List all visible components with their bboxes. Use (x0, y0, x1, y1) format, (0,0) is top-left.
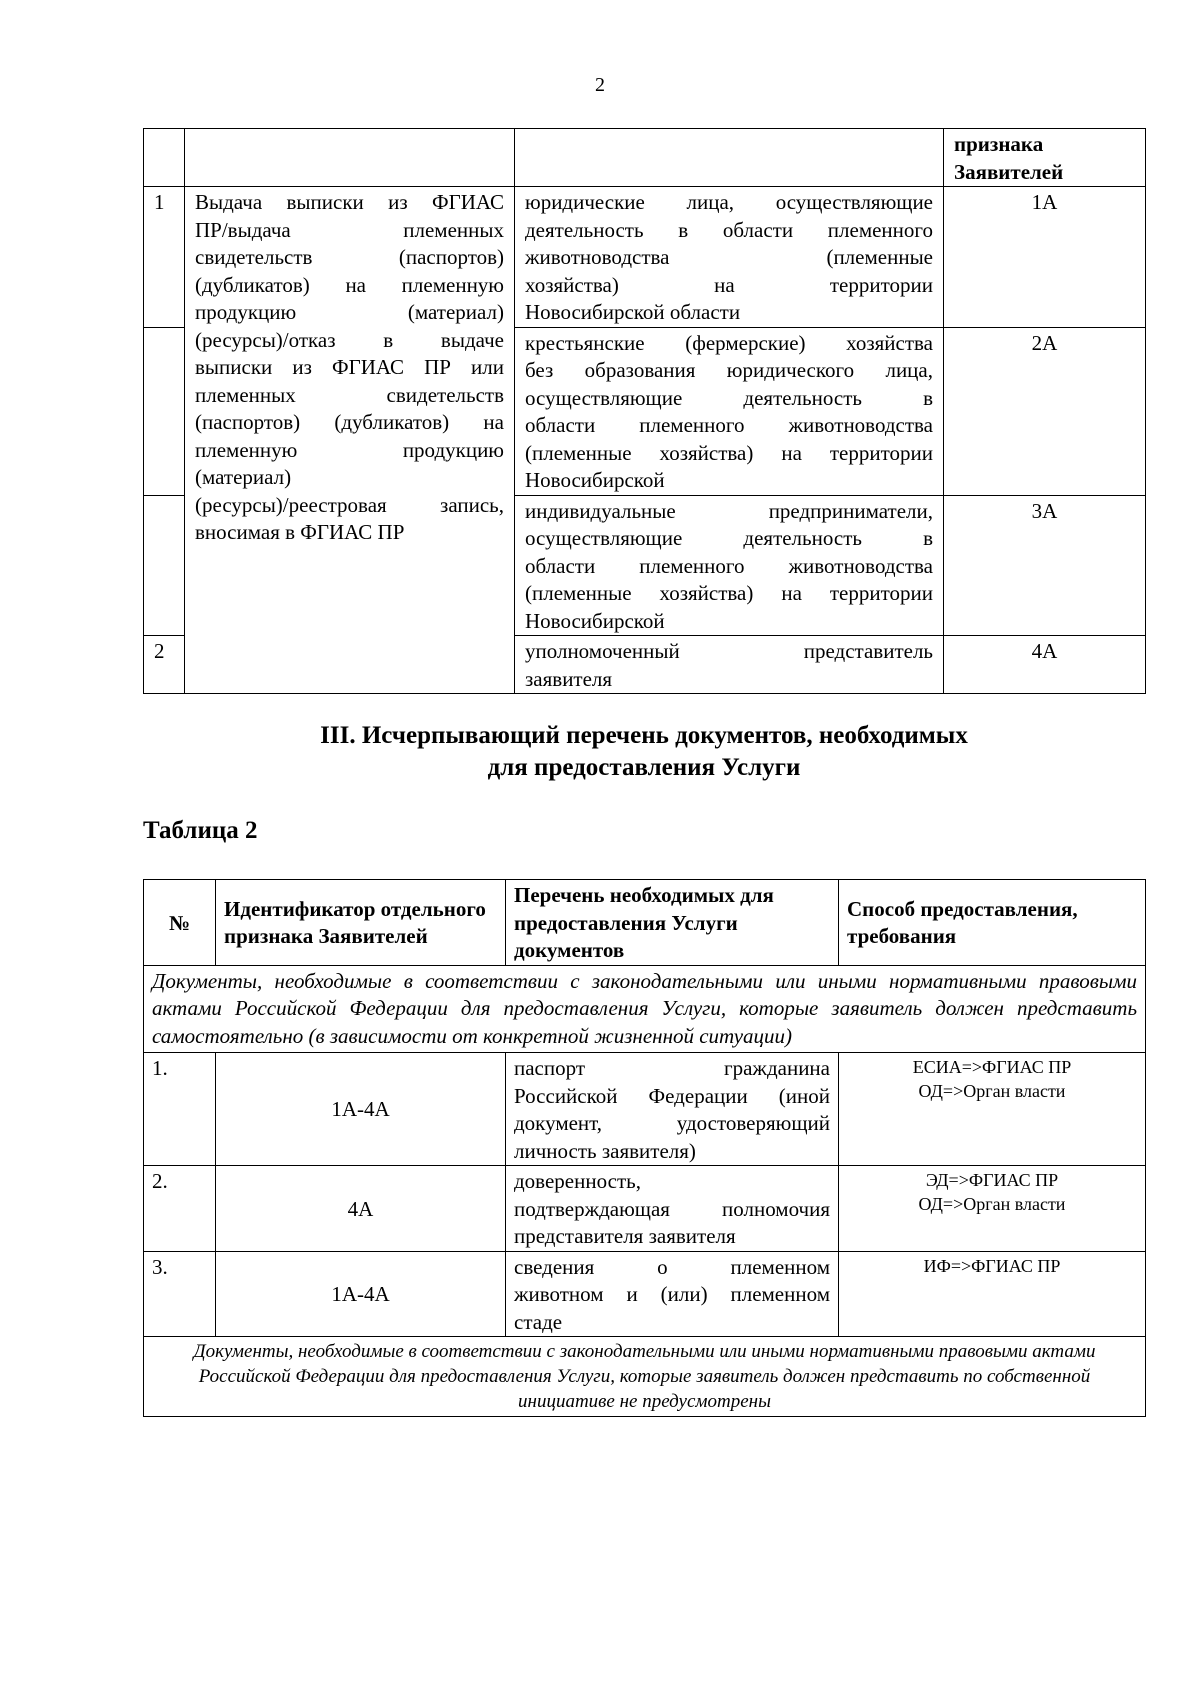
column-header-code: признака Заявителей (944, 129, 1146, 187)
applicant-code: 4А (944, 636, 1146, 694)
applicant-category-cell: индивидуальные предприниматели, осуществляющие деятельность в области племенного животноводства (племенные хозяйства) на территории Новосибирской (515, 495, 944, 636)
table-header-row (144, 880, 1146, 966)
documents-table (143, 879, 1146, 1417)
applicant-identifier: 1А-4А (216, 1053, 506, 1166)
document-list-cell: сведения о племенном животном и (или) племенном стаде (506, 1251, 839, 1337)
applicant-identifier: 1А-4А (216, 1251, 506, 1337)
row-number (144, 495, 185, 636)
row-number: 1 (144, 187, 185, 328)
applicant-category-cell: юридические лица, осуществляющие деятельность в области племенного животноводства (племенные хозяйства) на территории Новосибирской области (515, 187, 944, 328)
section-title: III. Исчерпывающий перечень документов, необходимых для предоставления Услуги (320, 722, 968, 781)
column-header-method: Способ предоставления, требования (839, 880, 1146, 966)
column-header-identifier: Идентификатор отдельного признака Заявителей (216, 880, 506, 966)
table-row (144, 187, 1146, 328)
row-number: 3. (144, 1251, 216, 1337)
applicant-code: 1А (944, 187, 1146, 328)
row-number: 2. (144, 1166, 216, 1252)
table-row (144, 1053, 1146, 1166)
table-row (144, 1251, 1146, 1337)
applicant-code: 2А (944, 327, 1146, 495)
applicant-table-continuation (143, 128, 1146, 694)
page-number: 2 (595, 74, 605, 96)
submission-method-cell: ЕСИА=>ФГИАС ПР ОД=>Орган власти (839, 1053, 1146, 1166)
row-number: 1. (144, 1053, 216, 1166)
required-documents-note: Документы, необходимые в соответствии с законодательными или иными нормативными правовыми актами Российской Федерации для предоставления Услуги, которые заявитель должен представить самостоятельно (в зависимости от конкретной жизненной ситуации) (144, 965, 1146, 1053)
row-number: 2 (144, 636, 185, 694)
column-header-num: № (144, 880, 216, 966)
applicant-category-cell: уполномоченный представитель заявителя (515, 636, 944, 694)
submission-method-cell: ИФ=>ФГИАС ПР (839, 1251, 1146, 1337)
table-row (144, 1337, 1146, 1417)
optional-documents-note: Документы, необходимые в соответствии с законодательными или иными нормативными правовыми актами Российской Федерации для предоставления Услуги, которые заявитель должен представить по собственной инициативе не предусмотрены (144, 1337, 1146, 1417)
table-caption: Таблица 2 (143, 817, 258, 844)
applicant-code: 3А (944, 495, 1146, 636)
table-row (144, 1166, 1146, 1252)
table-row (144, 965, 1146, 1053)
submission-method-cell: ЭД=>ФГИАС ПР ОД=>Орган власти (839, 1166, 1146, 1252)
applicant-identifier: 4А (216, 1166, 506, 1252)
table-row (144, 129, 1146, 187)
row-number (144, 327, 185, 495)
service-name-cell: Выдача выписки из ФГИАС ПР/выдача племенных свидетельств (паспортов) (дубликатов) на племенную продукцию (материал) (ресурсы)/отказ в выдаче выписки из ФГИАС ПР или племенных свидетельств (паспортов) (дубликатов) на племенную продукцию (материал) (ресурсы)/реестровая запись, вносимая в ФГИАС ПР (185, 187, 515, 694)
column-header-list: Перечень необходимых для предоставления Услуги документов (506, 880, 839, 966)
document-list-cell: паспорт гражданина Российской Федерации (иной документ, удостоверяющий личность заявителя) (506, 1053, 839, 1166)
applicant-category-cell: крестьянские (фермерские) хозяйства без образования юридического лица, осуществляющие деятельность в области племенного животноводства (племенные хозяйства) на территории Новосибирской (515, 327, 944, 495)
document-list-cell: доверенность, подтверждающая полномочия представителя заявителя (506, 1166, 839, 1252)
